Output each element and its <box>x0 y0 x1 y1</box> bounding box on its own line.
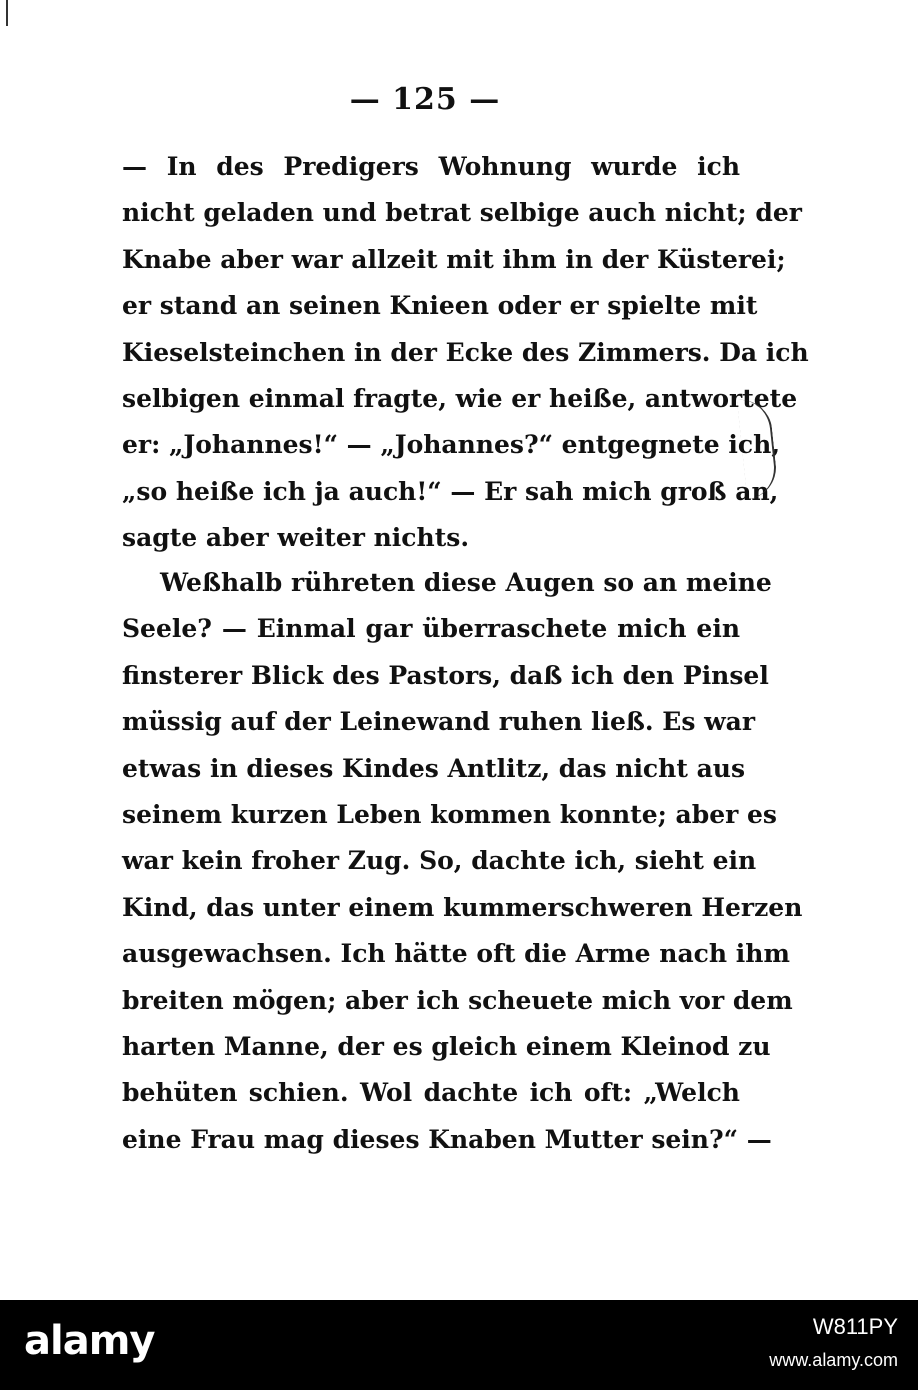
page-number: — 125 — <box>349 82 501 117</box>
text-line: etwas in dieses Kindes Antlitz, das nicht aus <box>122 753 746 783</box>
text-line: harten Manne, der es gleich einem Kleinod zu <box>122 1031 771 1061</box>
scan-mark <box>6 0 8 26</box>
text-line: „so heiße ich ja auch!“ — Er sah mich groß an, <box>122 476 779 506</box>
text-line: Seele? — Einmal gar überraschete mich ein <box>122 614 740 644</box>
text-line: Kind, das unter einem kummerschweren Herzen <box>122 892 803 922</box>
text-line: er: „Johannes!“ — „Johannes?“ entgegnete ich, <box>122 430 781 460</box>
text-line: breiten mögen; aber ich scheuete mich vor dem <box>122 985 793 1015</box>
text-line: Kieselsteinchen in der Ecke des Zimmers. Da ich <box>122 337 809 367</box>
text-line: war kein froher Zug. So, dachte ich, sieht ein <box>122 846 757 876</box>
text-line: ausgewachsen. Ich hätte oft die Arme nach ihm <box>122 939 790 969</box>
paragraph-1 <box>122 144 809 562</box>
text-line: selbigen einmal fragte, wie er heiße, antwortete <box>122 383 798 413</box>
text-line: seinem kurzen Leben kommen konnte; aber es <box>122 799 777 829</box>
paragraph-2 <box>122 560 803 1163</box>
text-line: er stand an seinen Knieen oder er spielte mit <box>122 291 758 321</box>
text-line: finsterer Blick des Pastors, daß ich den Pinsel <box>122 660 769 690</box>
text-line: — In des Predigers Wohnung wurde ich <box>122 152 740 181</box>
image-id: W811PY <box>812 1314 898 1339</box>
watermark-footer <box>0 1300 918 1390</box>
text-line: nicht geladen und betrat selbige auch nicht; der <box>122 198 802 228</box>
text-line: sagte aber weiter nichts. <box>122 523 470 553</box>
footer-url: www.alamy.com <box>769 1350 898 1370</box>
text-line: behüten schien. Wol dachte ich oft: „Welch <box>122 1078 740 1108</box>
text-line: müssig auf der Leinewand ruhen ließ. Es war <box>122 707 756 737</box>
text-line: Weßhalb rühreten diese Augen so an meine <box>160 568 772 597</box>
alamy-logo: alamy <box>24 1318 155 1364</box>
text-line: Knabe aber war allzeit mit ihm in der Küsterei; <box>122 244 786 274</box>
text-line: eine Frau mag dieses Knaben Mutter sein?“ — <box>122 1124 772 1154</box>
